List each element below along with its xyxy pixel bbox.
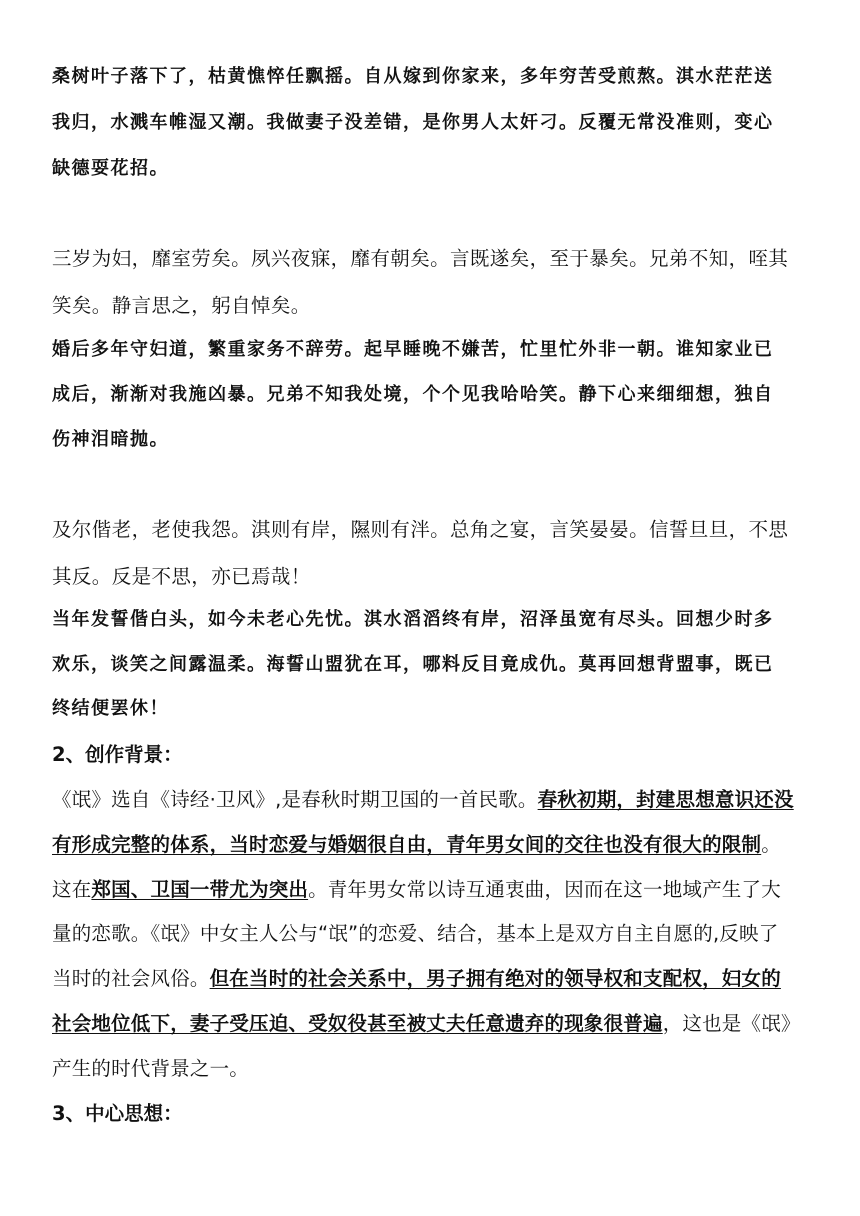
paragraph-line: 量的恋歌。《氓》中女主人公与“氓”的恋爱、结合，基本上是双方自主自愿的,反映了 <box>52 922 779 945</box>
text-run: 。青年男女常以诗互通衷曲，因而在这一地域产生了大 <box>308 878 781 901</box>
translation-line: 桑树叶子落下了，枯黄憔悴任飘摇。自从嫁到你家来，多年穷苦受煎熬。淇水茫茫送 <box>52 66 774 87</box>
original-line: 笑矣。静言思之，躬自悼矣。 <box>52 294 311 317</box>
original-line: 及尔偕老，老使我怨。淇则有岸，隰则有泮。总角之宴，言笑晏晏。信誓旦旦，不思 <box>52 518 789 541</box>
section-heading: 3、中心思想： <box>52 1102 183 1125</box>
text-run: 。 <box>761 833 781 856</box>
translation-line: 终结便罢休！ <box>52 698 169 719</box>
highlighted-text: 有形成完整的体系，当时恋爱与婚姻很自由，青年男女间的交往也没有很大的限制 <box>52 833 762 856</box>
translation-line: 伤神泪暗抛。 <box>52 429 169 450</box>
highlighted-text: 郑国、卫国一带尤为突出 <box>91 878 309 901</box>
text-run: ，这也是《氓》 <box>662 1012 801 1035</box>
translation-line: 成后，渐渐对我施凶暴。兄弟不知我处境，个个见我哈哈笑。静下心来细细想，独自 <box>52 384 774 405</box>
paragraph-line <box>52 874 781 902</box>
original-line: 其反。反是不思，亦已焉哉！ <box>52 565 311 588</box>
section-heading: 2、创作背景： <box>52 743 183 766</box>
translation-line: 欢乐，谈笑之间露温柔。海誓山盟犹在耳，哪料反目竟成仇。莫再回想背盟事，既已 <box>52 654 774 675</box>
translation-line: 婚后多年守妇道，繁重家务不辞劳。起早睡晚不嫌苦，忙里忙外非一朝。谁知家业已 <box>52 339 774 360</box>
original-line: 三岁为妇，靡室劳矣。夙兴夜寐，靡有朝矣。言既遂矣，至于暴矣。兄弟不知，咥其 <box>52 247 789 270</box>
highlighted-text: 春秋初期，封建思想意识还没 <box>537 788 794 811</box>
highlighted-text: 社会地位低下，妻子受压迫、受奴役甚至被丈夫任意遗弃的现象很普遍 <box>52 1012 663 1035</box>
highlighted-text: 但在当时的社会关系中，男子拥有绝对的领导权和支配权，妇女的 <box>209 967 781 990</box>
text-run: 《氓》选自《诗经·卫风》,是春秋时期卫国的一首民歌。 <box>52 788 538 811</box>
text-run: 当时的社会风俗。 <box>52 967 210 990</box>
paragraph-line <box>52 784 794 812</box>
paragraph-line <box>52 963 781 991</box>
paragraph-line: 产生的时代背景之一。 <box>52 1057 250 1080</box>
translation-line: 缺德耍花招。 <box>52 158 169 179</box>
text-run: 这在 <box>52 878 92 901</box>
translation-line: 当年发誓偕白头，如今未老心先忧。淇水滔滔终有岸，沼泽虽宽有尽头。回想少时多 <box>52 609 774 630</box>
paragraph-line <box>52 1008 801 1036</box>
translation-line: 我归，水溅车帷湿又潮。我做妻子没差错，是你男人太奸刁。反覆无常没准则，变心 <box>52 112 774 133</box>
paragraph-line <box>52 829 781 857</box>
